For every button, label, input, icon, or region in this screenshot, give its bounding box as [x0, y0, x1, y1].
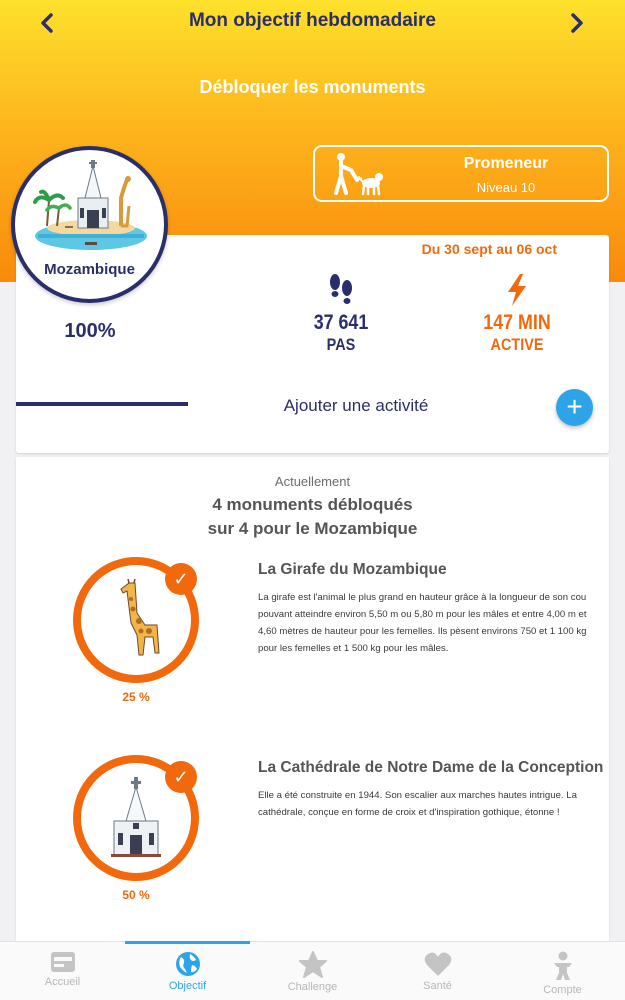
dog-walker-icon [327, 152, 385, 196]
globe-icon [175, 951, 201, 977]
lightning-icon [504, 273, 530, 307]
monuments-card [16, 457, 609, 947]
mozambique-monument-illustration [33, 158, 149, 258]
current-label: Actuellement [274, 474, 351, 489]
level-card[interactable] [313, 145, 609, 202]
nav-label: Objectif [168, 980, 207, 992]
active-unit: ACTIVE [490, 335, 544, 354]
unlocked-check-icon: ✓ [165, 761, 197, 793]
active-time-stat [442, 273, 592, 355]
card-icon [50, 951, 76, 973]
monument-percent: 25 % [122, 690, 150, 704]
bottom-navigation [0, 941, 625, 1000]
person-icon [550, 951, 576, 981]
page-title: Mon objectif hebdomadaire [188, 10, 437, 31]
nav-label: Accueil [44, 976, 81, 988]
nav-item-compte[interactable] [500, 942, 625, 1000]
active-tab-indicator [125, 941, 250, 944]
nav-item-challenge[interactable] [250, 942, 375, 1000]
nav-item-objectif[interactable] [125, 942, 250, 1000]
country-progress-percent: 100% [64, 320, 116, 342]
date-range: Du 30 sept au 06 oct [421, 241, 557, 257]
nav-label: Compte [543, 984, 582, 996]
summary-line-2: sur 4 pour le Mozambique [207, 519, 418, 538]
cathedral-icon [101, 777, 171, 859]
page-subtitle: Débloquer les monuments [199, 77, 426, 97]
nav-label: Challenge [287, 981, 338, 993]
steps-value: 37 641 [313, 311, 369, 334]
monument-description: La girafe est l'animal le plus grand en hauteur grâce à la longueur de son cou pouvant atteindre environ 5,50 m ou 5,80 m pour les mâles et entre 4,00 m et 4,60 mètres de hauteur pour les femelles. Ils pèsent environs 750 et 1 100 kg pour les femelles et 1 500 kg pour les mâles. [258, 592, 587, 654]
nav-item-accueil[interactable] [0, 942, 125, 1000]
next-week-button[interactable] [562, 8, 592, 38]
giraffe-icon [101, 579, 171, 661]
add-activity-link[interactable]: Ajouter une activité [283, 396, 429, 415]
level-number: Niveau 10 [476, 180, 536, 195]
level-name: Promeneur [463, 155, 549, 172]
monuments-summary [16, 493, 609, 541]
monument-percent: 50 % [122, 888, 150, 902]
steps-unit: PAS [326, 335, 356, 354]
country-name: Mozambique [44, 261, 135, 278]
footprints-icon [326, 273, 356, 307]
star-icon [299, 951, 327, 978]
progress-indicator [16, 402, 188, 406]
country-badge[interactable] [11, 146, 168, 303]
monument-title: La Girafe du Mozambique [258, 561, 447, 578]
monument-title: La Cathédrale de Notre Dame de la Conception [258, 759, 604, 776]
heart-icon [424, 951, 452, 977]
steps-stat [266, 273, 416, 355]
add-activity-button[interactable]: + [556, 389, 593, 426]
nav-label: Santé [423, 980, 452, 992]
monument-description: Elle a été construite en 1944. Son escalier aux marches hautes intrigue. La cathédrale, conçue en forme de croix et d'inspiration gothique, étonne ! [258, 790, 577, 818]
nav-item-sante[interactable] [375, 942, 500, 1000]
unlocked-check-icon: ✓ [165, 563, 197, 595]
active-value: 147 MIN [483, 311, 551, 334]
chevron-right-icon [569, 8, 585, 38]
summary-line-1: 4 monuments débloqués [212, 495, 413, 514]
